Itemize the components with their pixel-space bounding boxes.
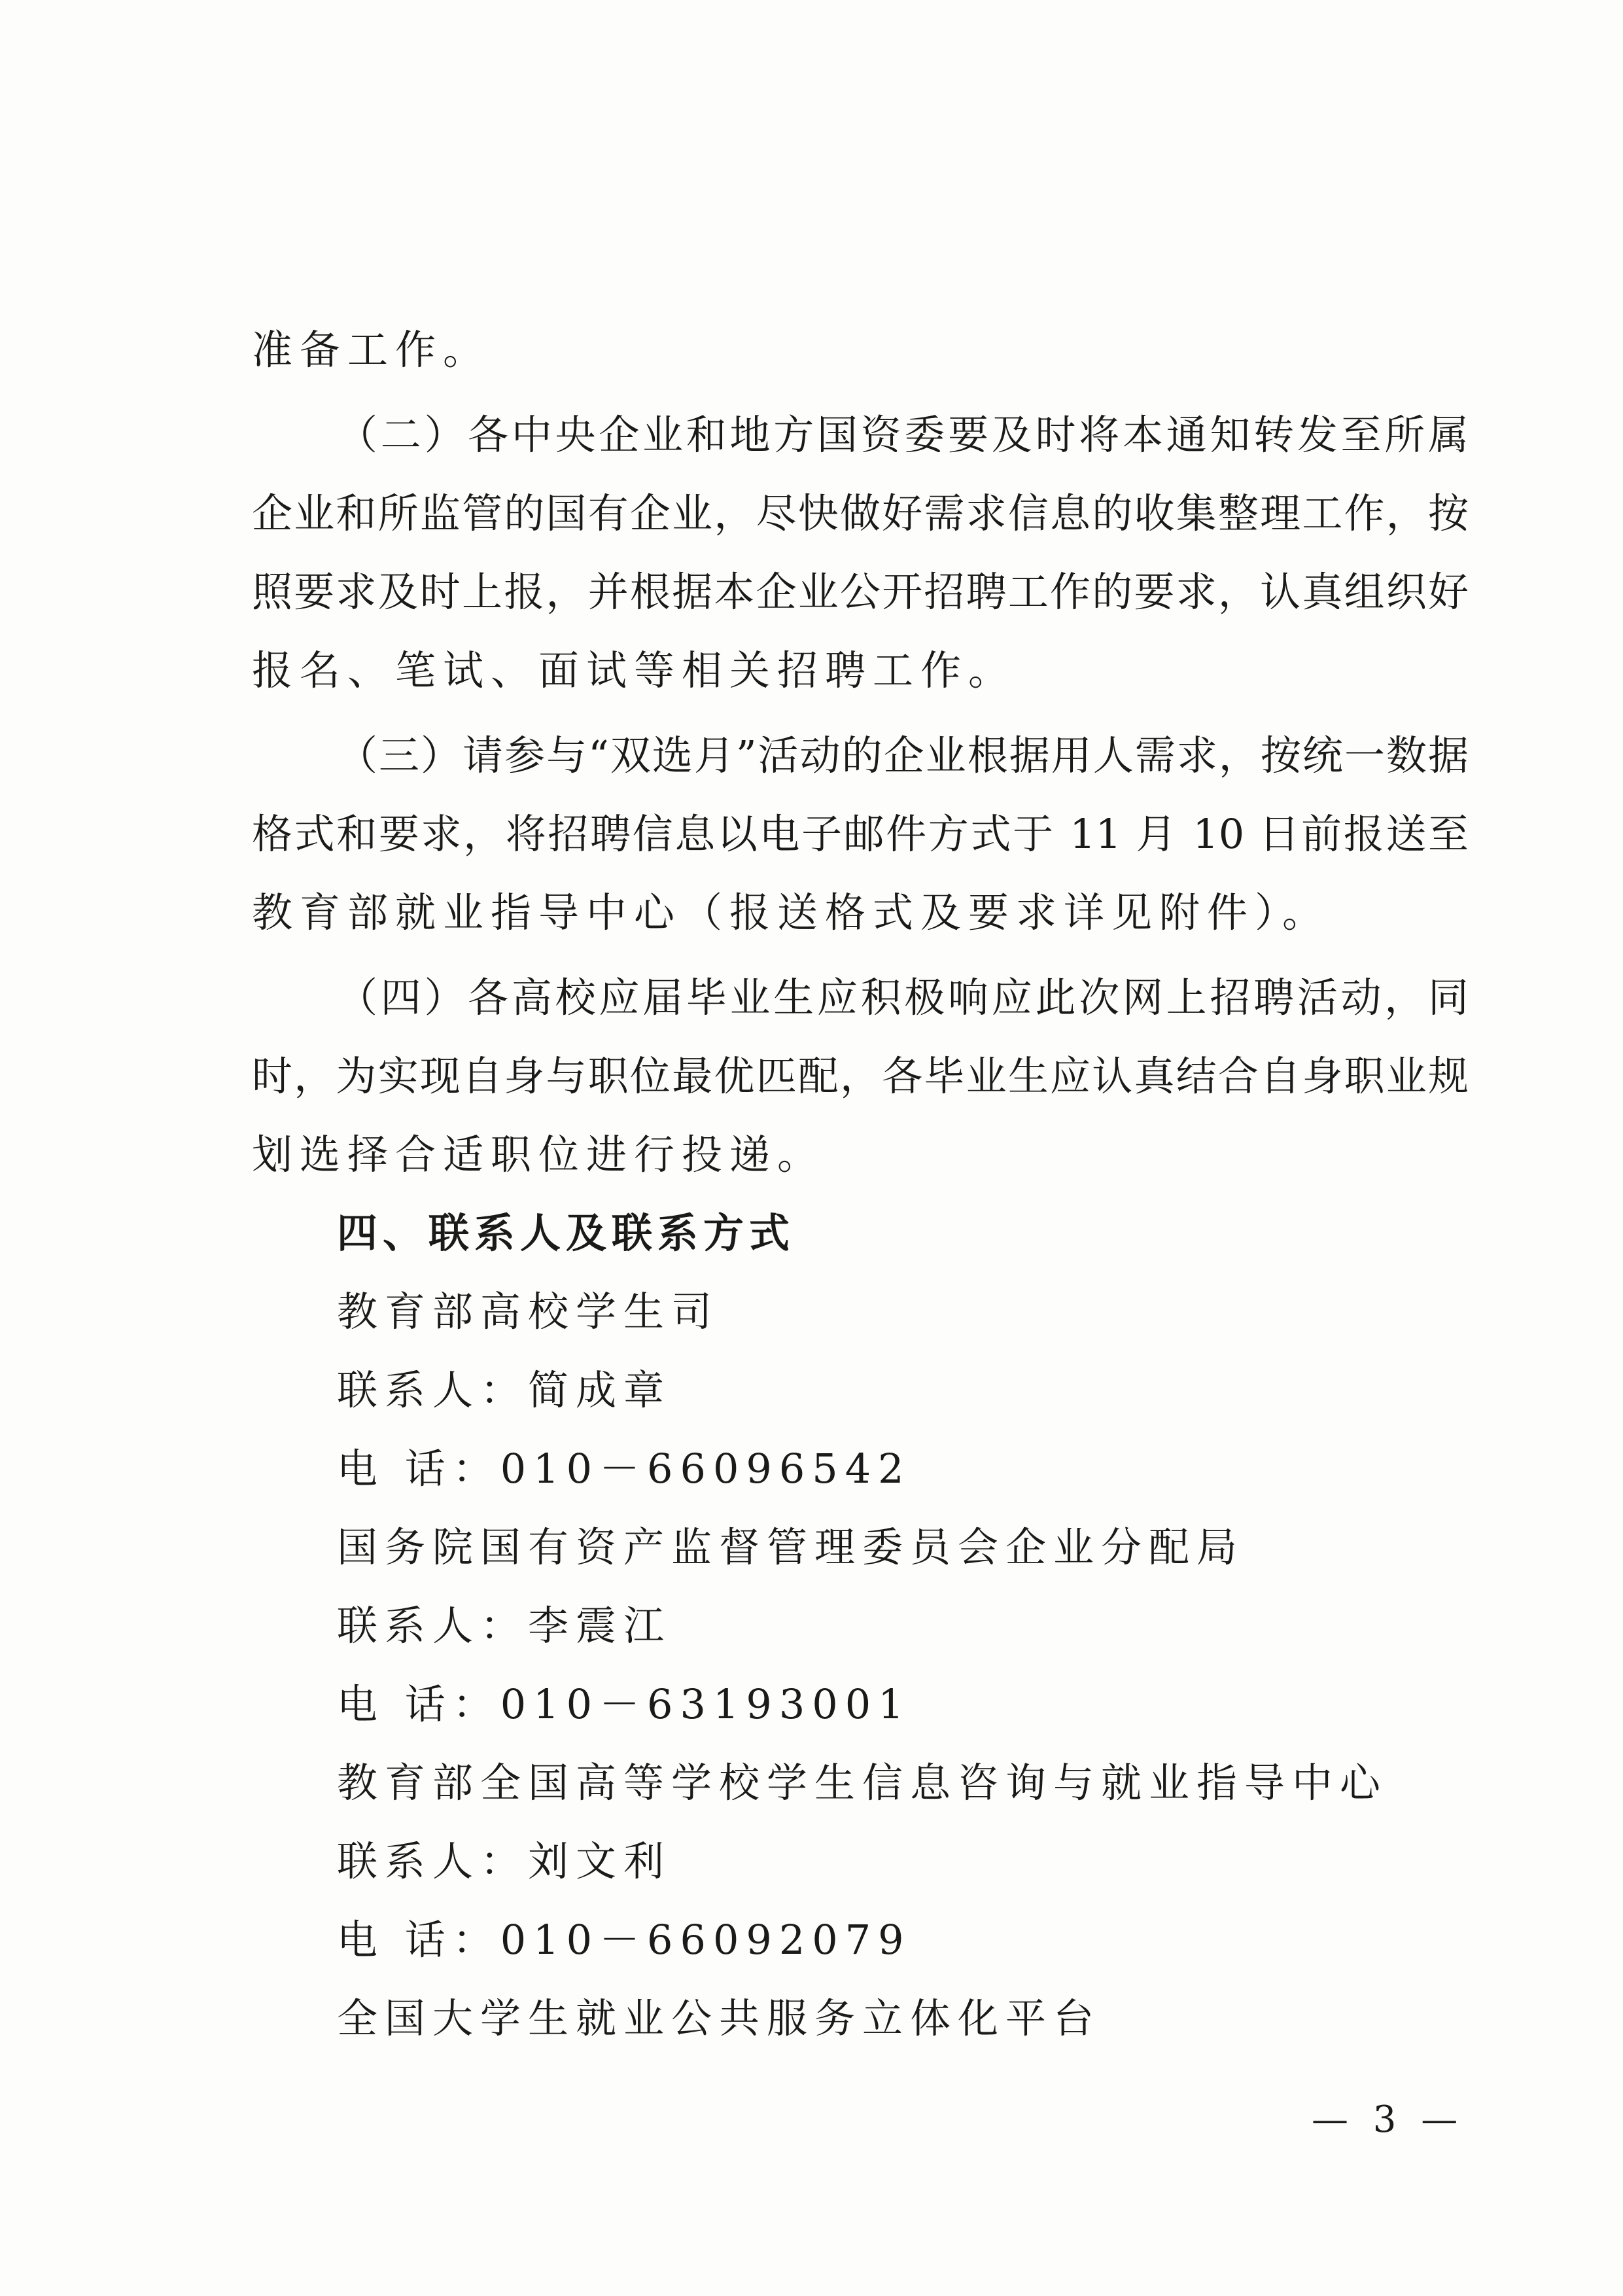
contact-line: 教育部高校学生司 — [337, 1288, 720, 1335]
contact-line: 全国大学生就业公共服务立体化平台 — [337, 1994, 1102, 2042]
contact-line: 联系人：简成章 — [337, 1366, 672, 1414]
paragraph-line: 准备工作。 — [252, 326, 491, 374]
contact-line: 教育部全国高等学校学生信息咨询与就业指导中心 — [337, 1759, 1388, 1807]
paragraph-line: 企业和所监管的国有企业，尽快做好需求信息的收集整理工作，按 — [252, 489, 1469, 537]
paragraph-line: （三）请参与“双选月”活动的企业根据用人需求，按统一数据 — [337, 732, 1469, 779]
contact-line: 国务院国有资产监督管理委员会企业分配局 — [337, 1523, 1245, 1571]
contact-line: 联系人：刘文利 — [337, 1837, 672, 1885]
contact-line: 联系人：李震江 — [337, 1602, 672, 1650]
paragraph-line: 划选择合适职位进行投递。 — [252, 1131, 826, 1178]
paragraph-line: 教育部就业指导中心（报送格式及要求详见附件）。 — [252, 889, 1331, 936]
paragraph-line: 时，为实现自身与职位最优匹配，各毕业生应认真结合自身职业规 — [252, 1052, 1469, 1100]
contact-line: 电 话：010－66096542 — [337, 1445, 911, 1492]
paragraph-line: 报名、笔试、面试等相关招聘工作。 — [252, 646, 1017, 694]
page-number: — 3 — — [1312, 2098, 1465, 2141]
paragraph-line: （二）各中央企业和地方国资委要及时将本通知转发至所属 — [337, 411, 1469, 459]
paragraph-line: 照要求及时上报，并根据本企业公开招聘工作的要求，认真组织好 — [252, 568, 1469, 616]
paragraph-line: （四）各高校应届毕业生应积极响应此次网上招聘活动，同 — [337, 974, 1469, 1021]
contact-line: 电 话：010－63193001 — [337, 1680, 911, 1728]
paragraph-line: 格式和要求，将招聘信息以电子邮件方式于 11 月 10 日前报送至 — [252, 810, 1469, 858]
section-heading: 四、联系人及联系方式 — [337, 1209, 795, 1257]
contact-line: 电 话：010－66092079 — [337, 1916, 911, 1964]
